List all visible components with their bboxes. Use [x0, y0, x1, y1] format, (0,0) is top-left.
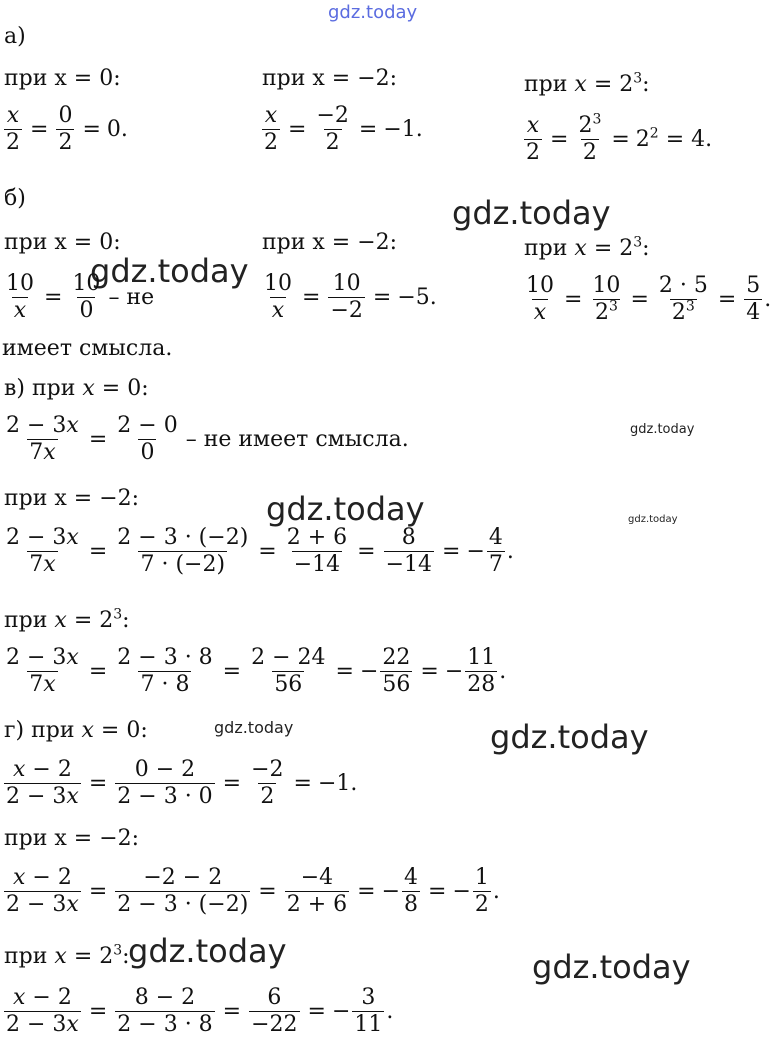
part-a-expr-2: $\frac{x}{2}$ = $\frac{-2}{2}$ = −1.: [264, 103, 423, 155]
part-g-expr-2: $\frac{x - 2}{2 - 3x}$ = $\frac{-2 - 2}{2 - 3 \cdot (-2)}$ = $\frac{-4}{2 + 6}$ = − $\frac{4}{8}$ = − $\frac{1}{2}$ .: [6, 865, 500, 917]
watermark: gdz.today: [266, 490, 425, 528]
part-v-cond-3: при $x = 2^3$:: [4, 606, 130, 633]
part-b-expr-3: $\frac{10}{x}$ = $\frac{10}{2^3}$ = $\frac{2 \cdot 5}{2^3}$ = $\frac{5}{4}$ .: [526, 273, 771, 325]
part-b-tail-1: имеет смысла.: [2, 336, 173, 361]
part-v-expr-3: $\frac{2 - 3x}{7x}$ = $\frac{2 - 3 \cdot 8}{7 \cdot 8}$ = $\frac{2 - 24}{56}$ = − $\frac{22}{56}$ = − $\frac{11}{28}$ .: [6, 645, 507, 697]
watermark: gdz.today: [128, 932, 287, 970]
part-g-cond-1: г) при x = 0:: [4, 718, 148, 743]
part-b-cond-3: при $x = 2^3$:: [524, 234, 650, 261]
watermark: gdz.today: [490, 718, 649, 756]
part-b-cond-1: при x = 0:: [4, 230, 121, 255]
part-g-cond-3: при $x = 2^3$:: [4, 942, 130, 969]
part-v-cond-1: в) при x = 0:: [4, 376, 149, 401]
part-v-expr-1: $\frac{2 - 3x}{7x}$ = $\frac{2 - 0}{0}$ – не имеет смысла.: [6, 413, 409, 465]
part-g-expr-3: $\frac{x - 2}{2 - 3x}$ = $\frac{8 - 2}{2 - 3 \cdot 8}$ = $\frac{6}{-22}$ = − $\frac{3}{11}$ .: [6, 985, 394, 1037]
part-a-expr-1: $\frac{x}{2}$ = $\frac{0}{2}$ = 0.: [6, 103, 128, 155]
part-b-label: б): [4, 186, 26, 211]
part-a-cond-3: при $x = 2^3$:: [524, 70, 650, 97]
part-a-cond-2: при x = −2:: [262, 66, 398, 91]
watermark: gdz.today: [328, 2, 418, 23]
part-v-expr-2: $\frac{2 - 3x}{7x}$ = $\frac{2 - 3 \cdot (-2)}{7 \cdot (-2)}$ = $\frac{2 + 6}{-14}$ = $\frac{8}{-14}$ = − $\frac{4}{7}$ .: [6, 525, 514, 577]
part-g-expr-1: $\frac{x - 2}{2 - 3x}$ = $\frac{0 - 2}{2 - 3 \cdot 0}$ = $\frac{-2}{2}$ = −1.: [6, 757, 358, 809]
watermark: gdz.today: [90, 252, 249, 290]
watermark: gdz.today: [532, 948, 691, 986]
part-g-cond-2: при x = −2:: [4, 826, 140, 851]
watermark: gdz.today: [628, 514, 678, 525]
part-a-cond-1: при x = 0:: [4, 66, 121, 91]
watermark: gdz.today: [630, 422, 695, 437]
watermark: gdz.today: [452, 194, 611, 232]
part-v-cond-2: при x = −2:: [4, 486, 140, 511]
watermark: gdz.today: [214, 718, 294, 737]
part-b-cond-2: при x = −2:: [262, 230, 398, 255]
part-b-expr-2: $\frac{10}{x}$ = $\frac{10}{-2}$ = −5.: [264, 271, 437, 323]
part-a-label: а): [4, 24, 26, 49]
part-a-expr-3: $\frac{x}{2}$ = $\frac{2^3}{2}$ = $2^2 = 4$.: [526, 111, 713, 165]
part-b-expr-1: $\frac{10}{x}$ = $\frac{10}{0}$ – не: [6, 271, 155, 323]
